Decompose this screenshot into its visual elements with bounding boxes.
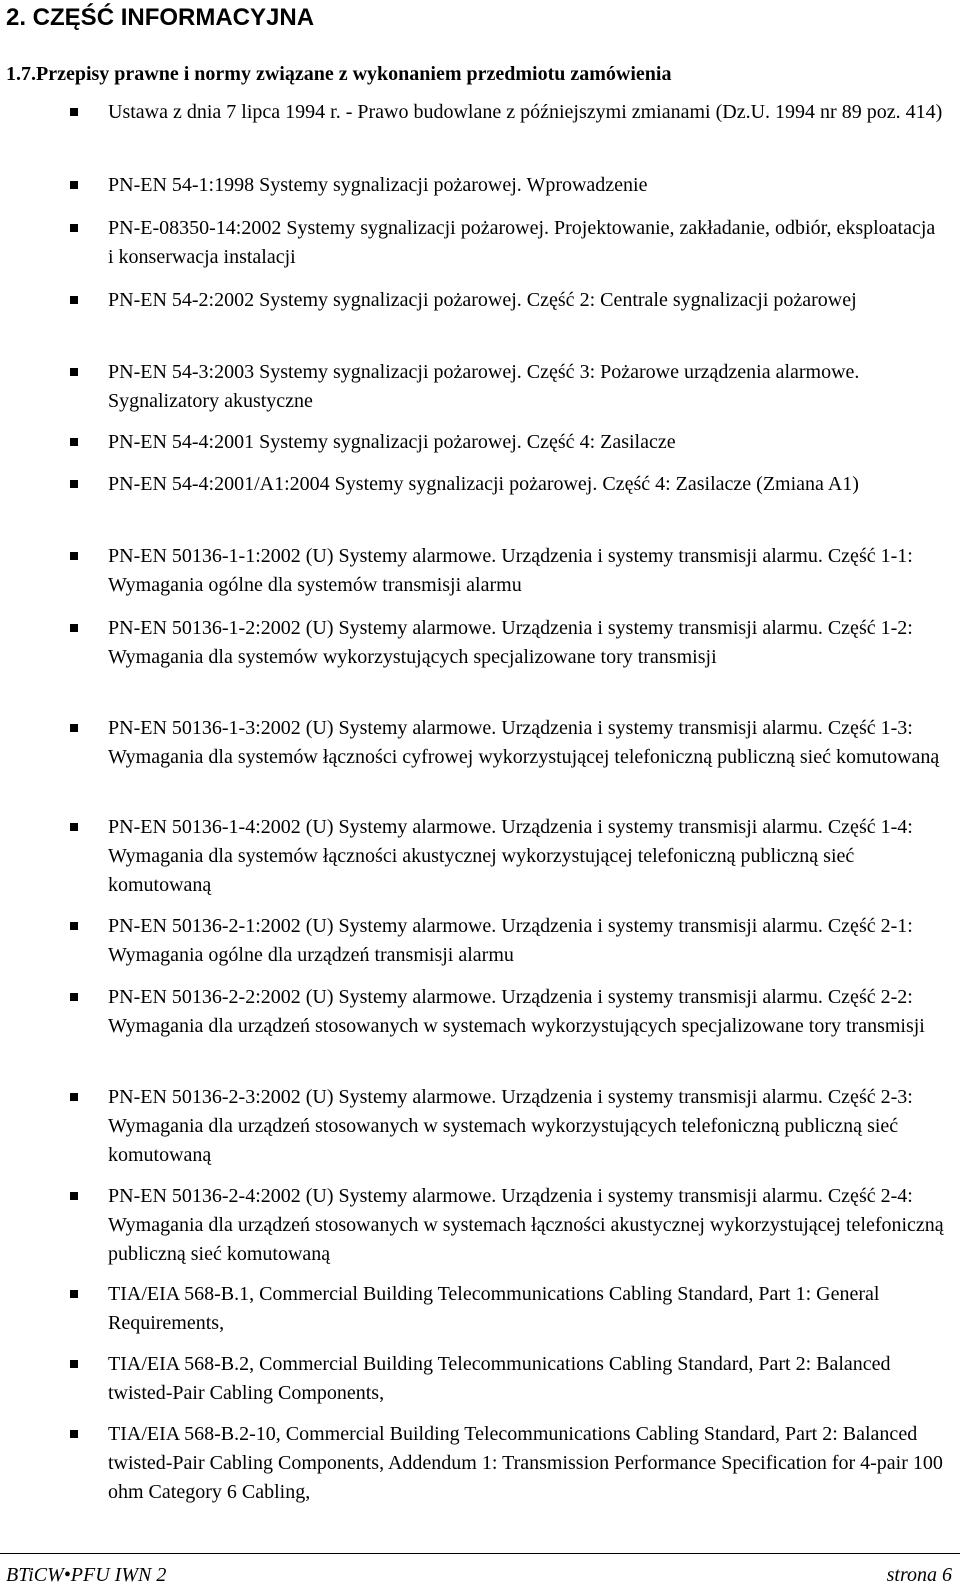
list-item-text: TIA/EIA 568-B.1, Commercial Building Telecommunications Cabling Standard, Part 1: General Requirements, — [108, 1283, 880, 1334]
list-item-text: PN-EN 54-2:2002 Systemy sygnalizacji pożarowej. Część 2: Centrale sygnalizacji pożarowej — [108, 289, 857, 311]
list-item — [108, 542, 944, 600]
list-item — [108, 1083, 944, 1170]
list-item-text: PN-EN 50136-1-4:2002 (U) Systemy alarmowe. Urządzenia i systemy transmisji alarmu. Część 1-4: Wymagania dla systemów łączności akustycznej wykorzystującej telefoniczną publiczną sieć komutowaną — [108, 816, 913, 896]
list-item-text: PN-E-08350-14:2002 Systemy sygnalizacji pożarowej. Projektowanie, zakładanie, odbiór, eksploatacja i konserwacja instalacji — [108, 217, 936, 268]
list-item-text: PN-EN 54-4:2001/A1:2004 Systemy sygnalizacji pożarowej. Część 4: Zasilacze (Zmiana A1) — [108, 473, 859, 495]
footer-divider — [0, 1553, 960, 1554]
list-item-text: PN-EN 50136-2-1:2002 (U) Systemy alarmowe. Urządzenia i systemy transmisji alarmu. Część 2-1: Wymagania ogólne dla urządzeń transmisji alarmu — [108, 915, 913, 966]
bullet-square-icon — [70, 1192, 78, 1200]
bullet-square-icon — [70, 1430, 78, 1438]
list-item-text: PN-EN 50136-2-3:2002 (U) Systemy alarmowe. Urządzenia i systemy transmisji alarmu. Część 2-3: Wymagania dla urządzeń stosowanych w systemach wykorzystujących telefoniczną publiczną sieć komutowaną — [108, 1086, 913, 1166]
list-item-text: PN-EN 50136-2-2:2002 (U) Systemy alarmowe. Urządzenia i systemy transmisji alarmu. Część 2-2: Wymagania dla urządzeń stosowanych w systemach wykorzystujących specjalizowane tory transmisji — [108, 986, 925, 1037]
list-item-text: PN-EN 54-1:1998 Systemy sygnalizacji pożarowej. Wprowadzenie — [108, 174, 648, 196]
list-item — [108, 428, 944, 457]
bullet-square-icon — [70, 108, 78, 116]
bullet-square-icon — [70, 224, 78, 232]
bullet-square-icon — [70, 1360, 78, 1368]
list-item — [108, 470, 944, 499]
bullet-square-icon — [70, 296, 78, 304]
bullet-square-icon — [70, 993, 78, 1001]
bullet-square-icon — [70, 181, 78, 189]
chapter-title: 2. CZĘŚĆ INFORMACYJNA — [6, 4, 315, 31]
list-item-text: TIA/EIA 568-B.2, Commercial Building Telecommunications Cabling Standard, Part 2: Balanced twisted-Pair Cabling Components, — [108, 1353, 891, 1404]
bullet-square-icon — [70, 480, 78, 488]
list-item — [108, 1350, 944, 1408]
list-item — [108, 912, 944, 970]
bullet-square-icon — [70, 624, 78, 632]
bullet-square-icon — [70, 1093, 78, 1101]
list-item — [108, 1280, 944, 1338]
bullet-square-icon — [70, 1290, 78, 1298]
list-item — [108, 98, 944, 127]
list-item — [108, 286, 944, 315]
list-item — [108, 171, 944, 200]
bullet-square-icon — [70, 552, 78, 560]
list-item-text: Ustawa z dnia 7 lipca 1994 r. - Prawo budowlane z późniejszymi zmianami (Dz.U. 1994 nr 89 poz. 414) — [108, 101, 943, 123]
list-item — [108, 614, 944, 672]
list-item — [108, 214, 944, 272]
list-item-text: PN-EN 54-4:2001 Systemy sygnalizacji pożarowej. Część 4: Zasilacze — [108, 431, 676, 453]
list-item — [108, 983, 944, 1041]
bullet-square-icon — [70, 823, 78, 831]
bullet-square-icon — [70, 368, 78, 376]
footer-document-id: BTiCW•PFU IWN 2 — [6, 1564, 167, 1586]
footer-page-number: strona 6 — [886, 1564, 952, 1586]
list-item — [108, 1182, 944, 1269]
list-item — [108, 358, 944, 416]
list-item-text: PN-EN 50136-1-3:2002 (U) Systemy alarmowe. Urządzenia i systemy transmisji alarmu. Część 1-3: Wymagania dla systemów łączności cyfrowej wykorzystującej telefoniczną publiczną sieć komutowaną — [108, 717, 940, 768]
bullet-square-icon — [70, 922, 78, 930]
list-item-text: PN-EN 50136-2-4:2002 (U) Systemy alarmowe. Urządzenia i systemy transmisji alarmu. Część 2-4: Wymagania dla urządzeń stosowanych w systemach łączności akustycznej wykorzystującej telefoniczną publiczną sieć komutowaną — [108, 1185, 944, 1265]
list-item-text: PN-EN 50136-1-2:2002 (U) Systemy alarmowe. Urządzenia i systemy transmisji alarmu. Część 1-2: Wymagania dla systemów wykorzystujących specjalizowane tory transmisji — [108, 617, 913, 668]
list-item-text: TIA/EIA 568-B.2-10, Commercial Building Telecommunications Cabling Standard, Part 2: Balanced twisted-Pair Cabling Components, Addendum 1: Transmission Performance Specification for 4-pair 100 ohm Category 6 Cabling, — [108, 1423, 943, 1503]
list-item — [108, 1420, 944, 1507]
section-title: 1.7.Przepisy prawne i normy związane z wykonaniem przedmiotu zamówienia — [6, 63, 672, 85]
bullet-square-icon — [70, 438, 78, 446]
list-item — [108, 813, 944, 900]
list-item — [108, 714, 944, 772]
list-item-text: PN-EN 50136-1-1:2002 (U) Systemy alarmowe. Urządzenia i systemy transmisji alarmu. Część 1-1: Wymagania ogólne dla systemów transmisji alarmu — [108, 545, 913, 596]
bullet-square-icon — [70, 724, 78, 732]
list-item-text: PN-EN 54-3:2003 Systemy sygnalizacji pożarowej. Część 3: Pożarowe urządzenia alarmowe. Sygnalizatory akustyczne — [108, 361, 860, 412]
